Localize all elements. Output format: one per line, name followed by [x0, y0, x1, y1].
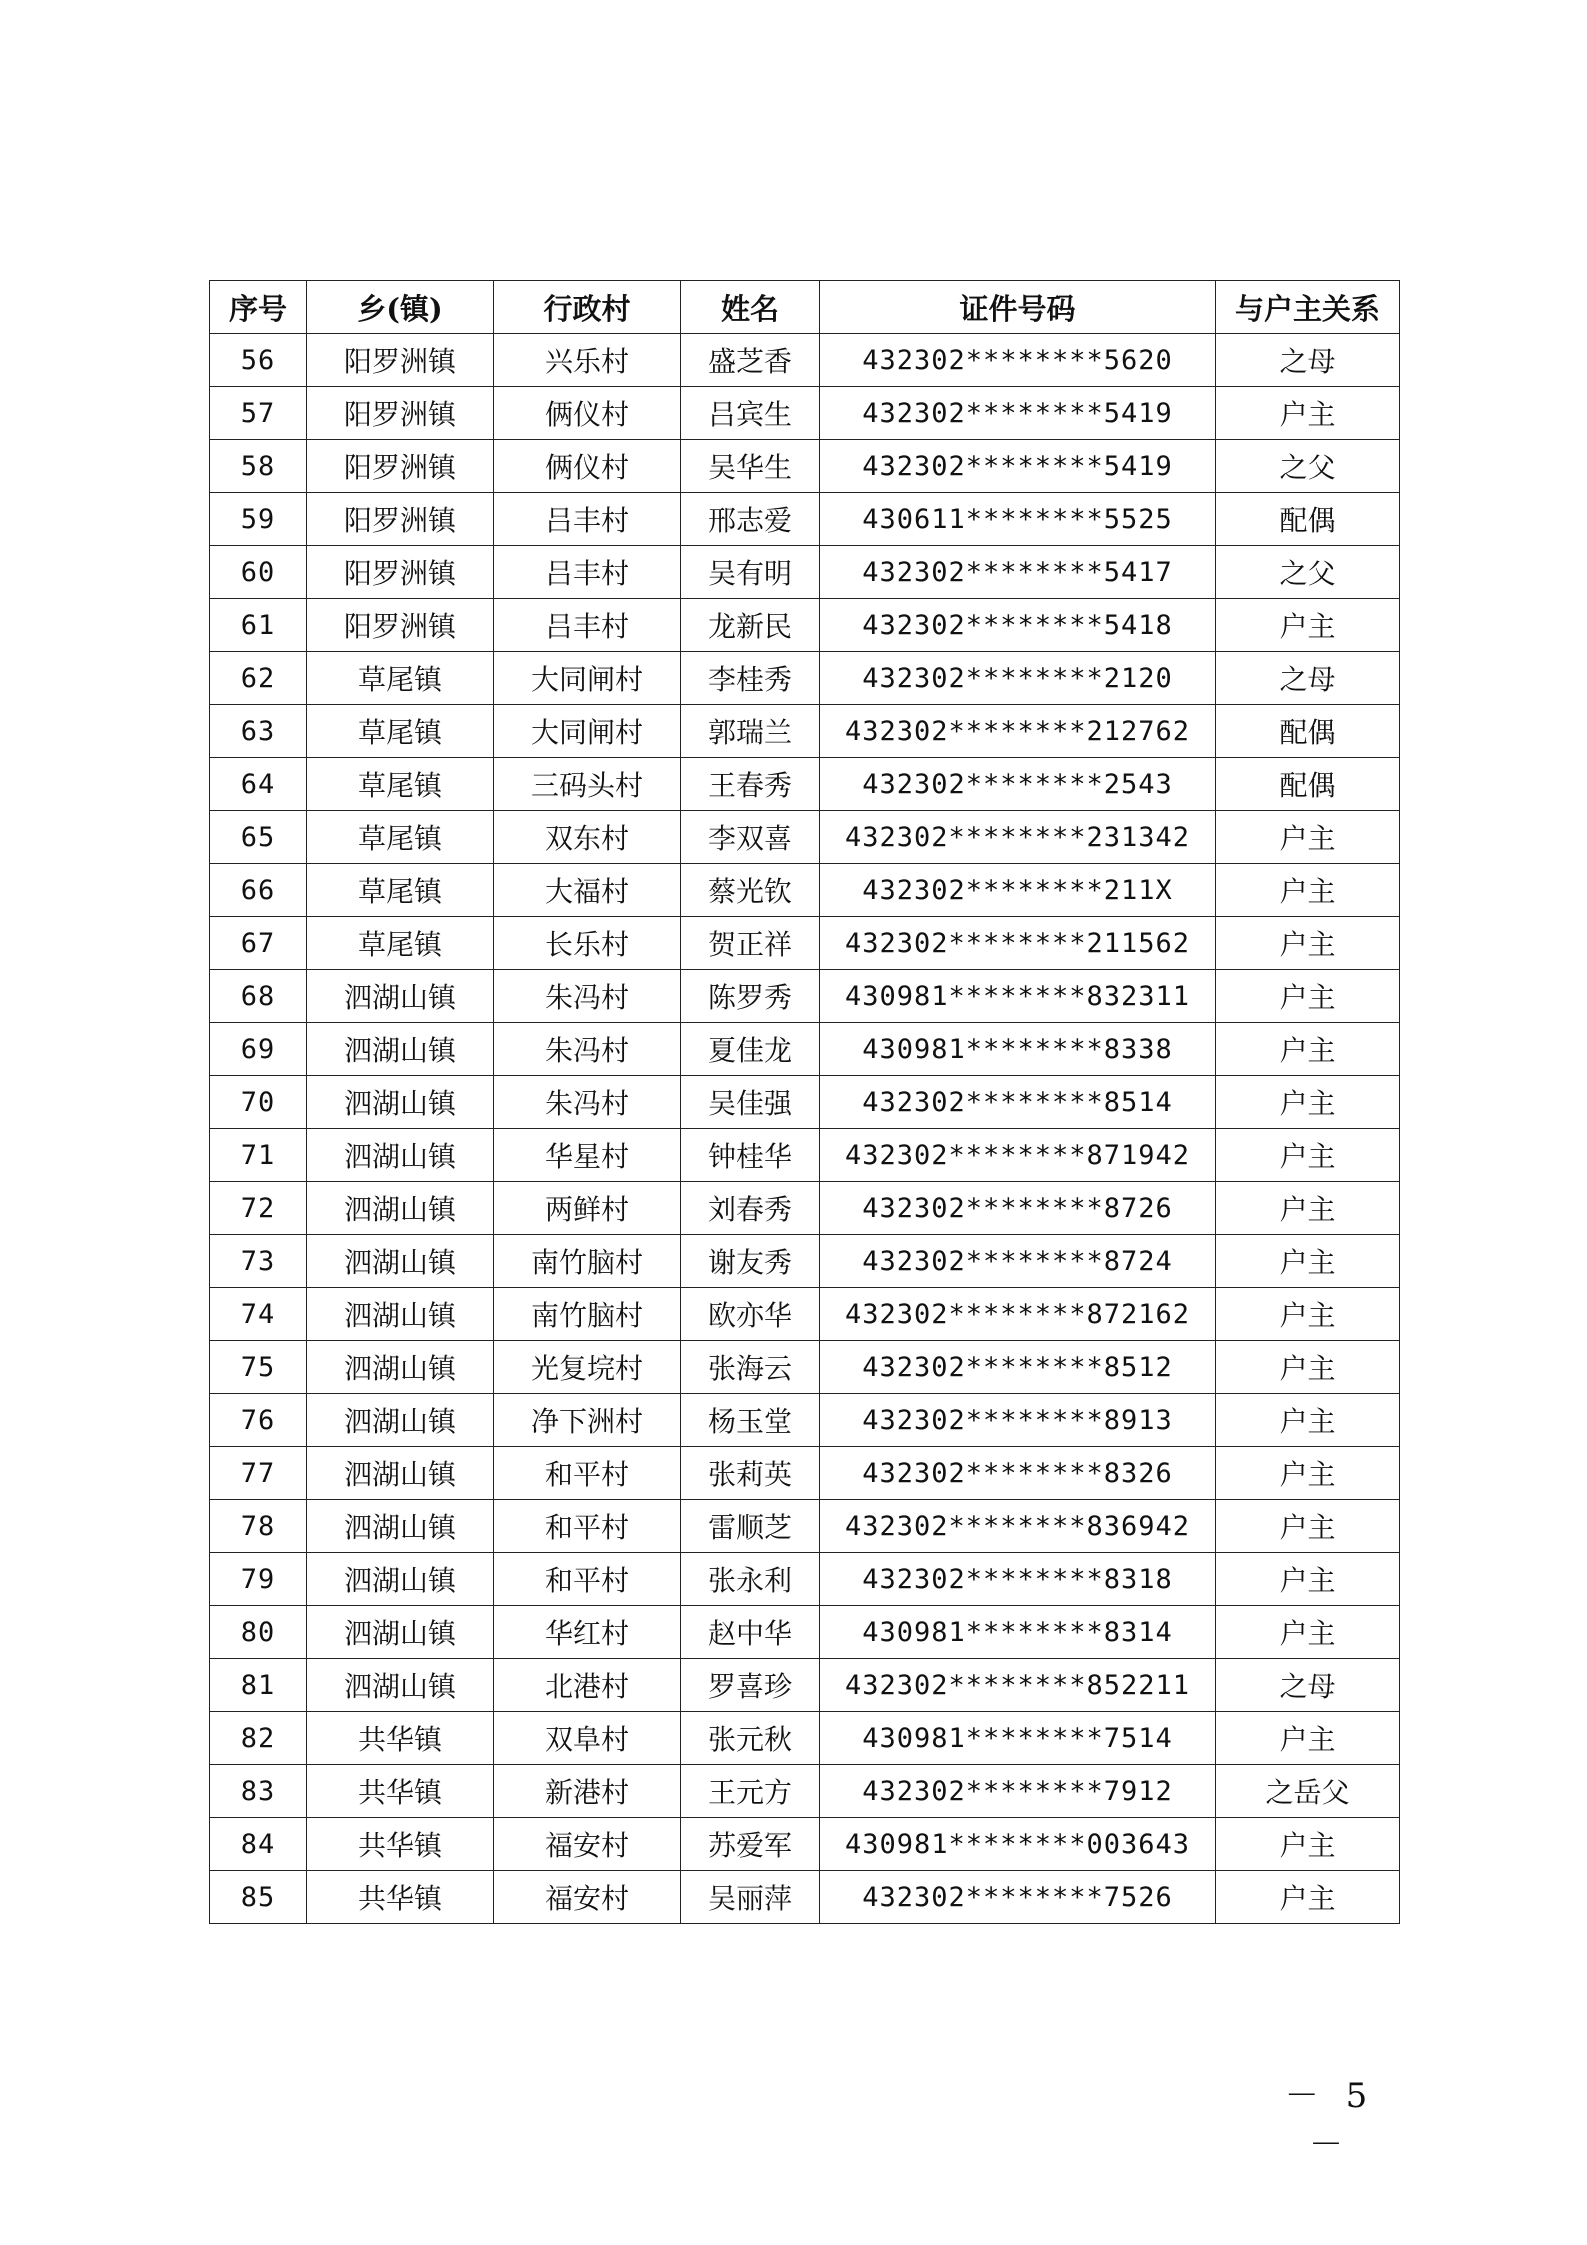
cell-town: 泗湖山镇: [307, 1500, 494, 1553]
cell-relation: 户主: [1216, 1553, 1400, 1606]
cell-relation: 户主: [1216, 1818, 1400, 1871]
table-row: [210, 1712, 1400, 1765]
cell-name: 张元秋: [681, 1712, 820, 1765]
table-row: [210, 917, 1400, 970]
table-row: [210, 440, 1400, 493]
table-row: [210, 758, 1400, 811]
table-row: [210, 1765, 1400, 1818]
cell-id-number: 430981********7514: [820, 1712, 1216, 1765]
cell-index: 69: [210, 1023, 307, 1076]
cell-town: 泗湖山镇: [307, 1447, 494, 1500]
cell-town: 草尾镇: [307, 652, 494, 705]
table-row: [210, 705, 1400, 758]
cell-id-number: 432302********5418: [820, 599, 1216, 652]
cell-id-number: 432302********8514: [820, 1076, 1216, 1129]
cell-village: 大同闸村: [494, 652, 681, 705]
cell-name: 李双喜: [681, 811, 820, 864]
cell-id-number: 432302********871942: [820, 1129, 1216, 1182]
cell-village: 兴乐村: [494, 334, 681, 387]
cell-town: 阳罗洲镇: [307, 387, 494, 440]
cell-village: 华红村: [494, 1606, 681, 1659]
table-row: [210, 1394, 1400, 1447]
cell-relation: 户主: [1216, 1288, 1400, 1341]
cell-id-number: 432302********231342: [820, 811, 1216, 864]
cell-index: 73: [210, 1235, 307, 1288]
cell-index: 68: [210, 970, 307, 1023]
cell-id-number: 432302********8913: [820, 1394, 1216, 1447]
cell-village: 朱冯村: [494, 1076, 681, 1129]
cell-name: 吴丽萍: [681, 1871, 820, 1924]
cell-town: 共华镇: [307, 1871, 494, 1924]
cell-index: 66: [210, 864, 307, 917]
table-row: [210, 1606, 1400, 1659]
cell-name: 盛芝香: [681, 334, 820, 387]
cell-relation: 之母: [1216, 334, 1400, 387]
table-row: [210, 970, 1400, 1023]
cell-relation: 户主: [1216, 1394, 1400, 1447]
cell-index: 78: [210, 1500, 307, 1553]
table-header-row: [210, 281, 1400, 334]
cell-relation: 户主: [1216, 917, 1400, 970]
table-row: [210, 652, 1400, 705]
header-village: 行政村: [494, 281, 681, 334]
cell-village: 三码头村: [494, 758, 681, 811]
cell-relation: 配偶: [1216, 493, 1400, 546]
cell-relation: 配偶: [1216, 758, 1400, 811]
cell-name: 蔡光钦: [681, 864, 820, 917]
cell-relation: 户主: [1216, 864, 1400, 917]
cell-name: 赵中华: [681, 1606, 820, 1659]
cell-name: 王元方: [681, 1765, 820, 1818]
cell-index: 80: [210, 1606, 307, 1659]
table-row: [210, 1447, 1400, 1500]
cell-town: 泗湖山镇: [307, 1023, 494, 1076]
cell-village: 新港村: [494, 1765, 681, 1818]
cell-village: 华星村: [494, 1129, 681, 1182]
cell-name: 谢友秀: [681, 1235, 820, 1288]
cell-name: 杨玉堂: [681, 1394, 820, 1447]
table-row: [210, 546, 1400, 599]
cell-name: 贺正祥: [681, 917, 820, 970]
table-row: [210, 864, 1400, 917]
cell-town: 泗湖山镇: [307, 1606, 494, 1659]
cell-id-number: 432302********836942: [820, 1500, 1216, 1553]
cell-town: 共华镇: [307, 1818, 494, 1871]
table-row: [210, 1076, 1400, 1129]
header-name: 姓名: [681, 281, 820, 334]
cell-id-number: 432302********2543: [820, 758, 1216, 811]
cell-town: 泗湖山镇: [307, 1129, 494, 1182]
cell-id-number: 432302********8726: [820, 1182, 1216, 1235]
cell-name: 郭瑞兰: [681, 705, 820, 758]
cell-index: 83: [210, 1765, 307, 1818]
cell-village: 福安村: [494, 1871, 681, 1924]
cell-id-number: 432302********211562: [820, 917, 1216, 970]
cell-name: 邢志爱: [681, 493, 820, 546]
cell-id-number: 432302********872162: [820, 1288, 1216, 1341]
cell-relation: 户主: [1216, 1076, 1400, 1129]
cell-name: 罗喜珍: [681, 1659, 820, 1712]
cell-name: 王春秀: [681, 758, 820, 811]
table-row: [210, 334, 1400, 387]
cell-index: 75: [210, 1341, 307, 1394]
cell-name: 吴华生: [681, 440, 820, 493]
cell-village: 和平村: [494, 1447, 681, 1500]
cell-id-number: 432302********8326: [820, 1447, 1216, 1500]
cell-name: 苏爱军: [681, 1818, 820, 1871]
cell-town: 阳罗洲镇: [307, 440, 494, 493]
cell-relation: 户主: [1216, 1235, 1400, 1288]
cell-index: 71: [210, 1129, 307, 1182]
cell-town: 草尾镇: [307, 758, 494, 811]
cell-index: 64: [210, 758, 307, 811]
cell-id-number: 430981********832311: [820, 970, 1216, 1023]
cell-relation: 户主: [1216, 1129, 1400, 1182]
cell-name: 吴佳强: [681, 1076, 820, 1129]
household-table: [209, 280, 1400, 1924]
cell-id-number: 430611********5525: [820, 493, 1216, 546]
cell-relation: 户主: [1216, 1871, 1400, 1924]
cell-town: 阳罗洲镇: [307, 599, 494, 652]
cell-relation: 之父: [1216, 546, 1400, 599]
cell-village: 南竹脑村: [494, 1235, 681, 1288]
cell-id-number: 432302********8724: [820, 1235, 1216, 1288]
cell-relation: 户主: [1216, 387, 1400, 440]
header-relation: 与户主关系: [1216, 281, 1400, 334]
cell-village: 净下洲村: [494, 1394, 681, 1447]
table-row: [210, 811, 1400, 864]
table-row: [210, 1341, 1400, 1394]
cell-id-number: 432302********852211: [820, 1659, 1216, 1712]
cell-id-number: 432302********5419: [820, 387, 1216, 440]
cell-name: 刘春秀: [681, 1182, 820, 1235]
cell-id-number: 432302********8318: [820, 1553, 1216, 1606]
cell-village: 北港村: [494, 1659, 681, 1712]
cell-id-number: 430981********003643: [820, 1818, 1216, 1871]
cell-village: 吕丰村: [494, 546, 681, 599]
cell-town: 泗湖山镇: [307, 1182, 494, 1235]
cell-index: 56: [210, 334, 307, 387]
cell-relation: 之母: [1216, 1659, 1400, 1712]
cell-index: 79: [210, 1553, 307, 1606]
cell-id-number: 432302********5417: [820, 546, 1216, 599]
cell-village: 俩仪村: [494, 387, 681, 440]
cell-village: 和平村: [494, 1500, 681, 1553]
cell-relation: 户主: [1216, 599, 1400, 652]
cell-village: 双阜村: [494, 1712, 681, 1765]
cell-relation: 之母: [1216, 652, 1400, 705]
cell-id-number: 432302********211X: [820, 864, 1216, 917]
cell-id-number: 432302********7912: [820, 1765, 1216, 1818]
cell-relation: 户主: [1216, 1500, 1400, 1553]
cell-name: 吕宾生: [681, 387, 820, 440]
cell-relation: 户主: [1216, 970, 1400, 1023]
cell-village: 光复垸村: [494, 1341, 681, 1394]
cell-town: 草尾镇: [307, 864, 494, 917]
header-index: 序号: [210, 281, 307, 334]
table-body: [210, 334, 1400, 1924]
cell-id-number: 430981********8314: [820, 1606, 1216, 1659]
cell-relation: 户主: [1216, 811, 1400, 864]
table-row: [210, 1871, 1400, 1924]
table-row: [210, 387, 1400, 440]
cell-index: 85: [210, 1871, 307, 1924]
cell-name: 吴有明: [681, 546, 820, 599]
cell-name: 雷顺芝: [681, 1500, 820, 1553]
cell-town: 阳罗洲镇: [307, 493, 494, 546]
cell-id-number: 432302********5419: [820, 440, 1216, 493]
cell-id-number: 432302********5620: [820, 334, 1216, 387]
cell-town: 泗湖山镇: [307, 1341, 494, 1394]
table-row: [210, 1500, 1400, 1553]
cell-village: 和平村: [494, 1553, 681, 1606]
cell-name: 张永利: [681, 1553, 820, 1606]
cell-index: 84: [210, 1818, 307, 1871]
table-row: [210, 1818, 1400, 1871]
cell-town: 泗湖山镇: [307, 1553, 494, 1606]
cell-village: 朱冯村: [494, 1023, 681, 1076]
cell-village: 南竹脑村: [494, 1288, 681, 1341]
cell-index: 81: [210, 1659, 307, 1712]
cell-village: 吕丰村: [494, 493, 681, 546]
cell-town: 阳罗洲镇: [307, 334, 494, 387]
table-row: [210, 1182, 1400, 1235]
cell-index: 59: [210, 493, 307, 546]
cell-index: 57: [210, 387, 307, 440]
cell-index: 72: [210, 1182, 307, 1235]
cell-relation: 之岳父: [1216, 1765, 1400, 1818]
cell-town: 共华镇: [307, 1765, 494, 1818]
cell-relation: 户主: [1216, 1712, 1400, 1765]
cell-relation: 户主: [1216, 1341, 1400, 1394]
cell-index: 58: [210, 440, 307, 493]
cell-index: 76: [210, 1394, 307, 1447]
table-row: [210, 1659, 1400, 1712]
cell-village: 大福村: [494, 864, 681, 917]
cell-index: 77: [210, 1447, 307, 1500]
cell-town: 阳罗洲镇: [307, 546, 494, 599]
cell-index: 62: [210, 652, 307, 705]
table-row: [210, 599, 1400, 652]
cell-index: 60: [210, 546, 307, 599]
cell-index: 65: [210, 811, 307, 864]
cell-village: 俩仪村: [494, 440, 681, 493]
cell-id-number: 432302********2120: [820, 652, 1216, 705]
cell-town: 泗湖山镇: [307, 1394, 494, 1447]
cell-town: 泗湖山镇: [307, 970, 494, 1023]
cell-village: 长乐村: [494, 917, 681, 970]
cell-id-number: 432302********8512: [820, 1341, 1216, 1394]
cell-name: 陈罗秀: [681, 970, 820, 1023]
cell-relation: 之父: [1216, 440, 1400, 493]
cell-village: 吕丰村: [494, 599, 681, 652]
cell-relation: 配偶: [1216, 705, 1400, 758]
cell-index: 70: [210, 1076, 307, 1129]
table-row: [210, 493, 1400, 546]
cell-relation: 户主: [1216, 1447, 1400, 1500]
cell-village: 福安村: [494, 1818, 681, 1871]
cell-town: 草尾镇: [307, 705, 494, 758]
cell-index: 82: [210, 1712, 307, 1765]
table-row: [210, 1129, 1400, 1182]
cell-id-number: 432302********212762: [820, 705, 1216, 758]
cell-name: 夏佳龙: [681, 1023, 820, 1076]
cell-id-number: 432302********7526: [820, 1871, 1216, 1924]
cell-name: 张莉英: [681, 1447, 820, 1500]
cell-village: 双东村: [494, 811, 681, 864]
cell-relation: 户主: [1216, 1606, 1400, 1659]
table-row: [210, 1023, 1400, 1076]
cell-town: 草尾镇: [307, 811, 494, 864]
cell-id-number: 430981********8338: [820, 1023, 1216, 1076]
cell-name: 张海云: [681, 1341, 820, 1394]
header-town: 乡(镇): [307, 281, 494, 334]
cell-town: 泗湖山镇: [307, 1076, 494, 1129]
cell-town: 泗湖山镇: [307, 1288, 494, 1341]
cell-index: 74: [210, 1288, 307, 1341]
cell-town: 泗湖山镇: [307, 1235, 494, 1288]
cell-village: 朱冯村: [494, 970, 681, 1023]
cell-town: 泗湖山镇: [307, 1659, 494, 1712]
cell-town: 共华镇: [307, 1712, 494, 1765]
table-row: [210, 1288, 1400, 1341]
cell-village: 大同闸村: [494, 705, 681, 758]
table-row: [210, 1235, 1400, 1288]
cell-village: 两鲜村: [494, 1182, 681, 1235]
cell-name: 欧亦华: [681, 1288, 820, 1341]
header-id-number: 证件号码: [820, 281, 1216, 334]
cell-index: 67: [210, 917, 307, 970]
cell-index: 63: [210, 705, 307, 758]
cell-name: 龙新民: [681, 599, 820, 652]
cell-relation: 户主: [1216, 1182, 1400, 1235]
cell-town: 草尾镇: [307, 917, 494, 970]
cell-relation: 户主: [1216, 1023, 1400, 1076]
cell-index: 61: [210, 599, 307, 652]
page-number: － 5 －: [1284, 2076, 1376, 2165]
cell-name: 李桂秀: [681, 652, 820, 705]
table-row: [210, 1553, 1400, 1606]
cell-name: 钟桂华: [681, 1129, 820, 1182]
